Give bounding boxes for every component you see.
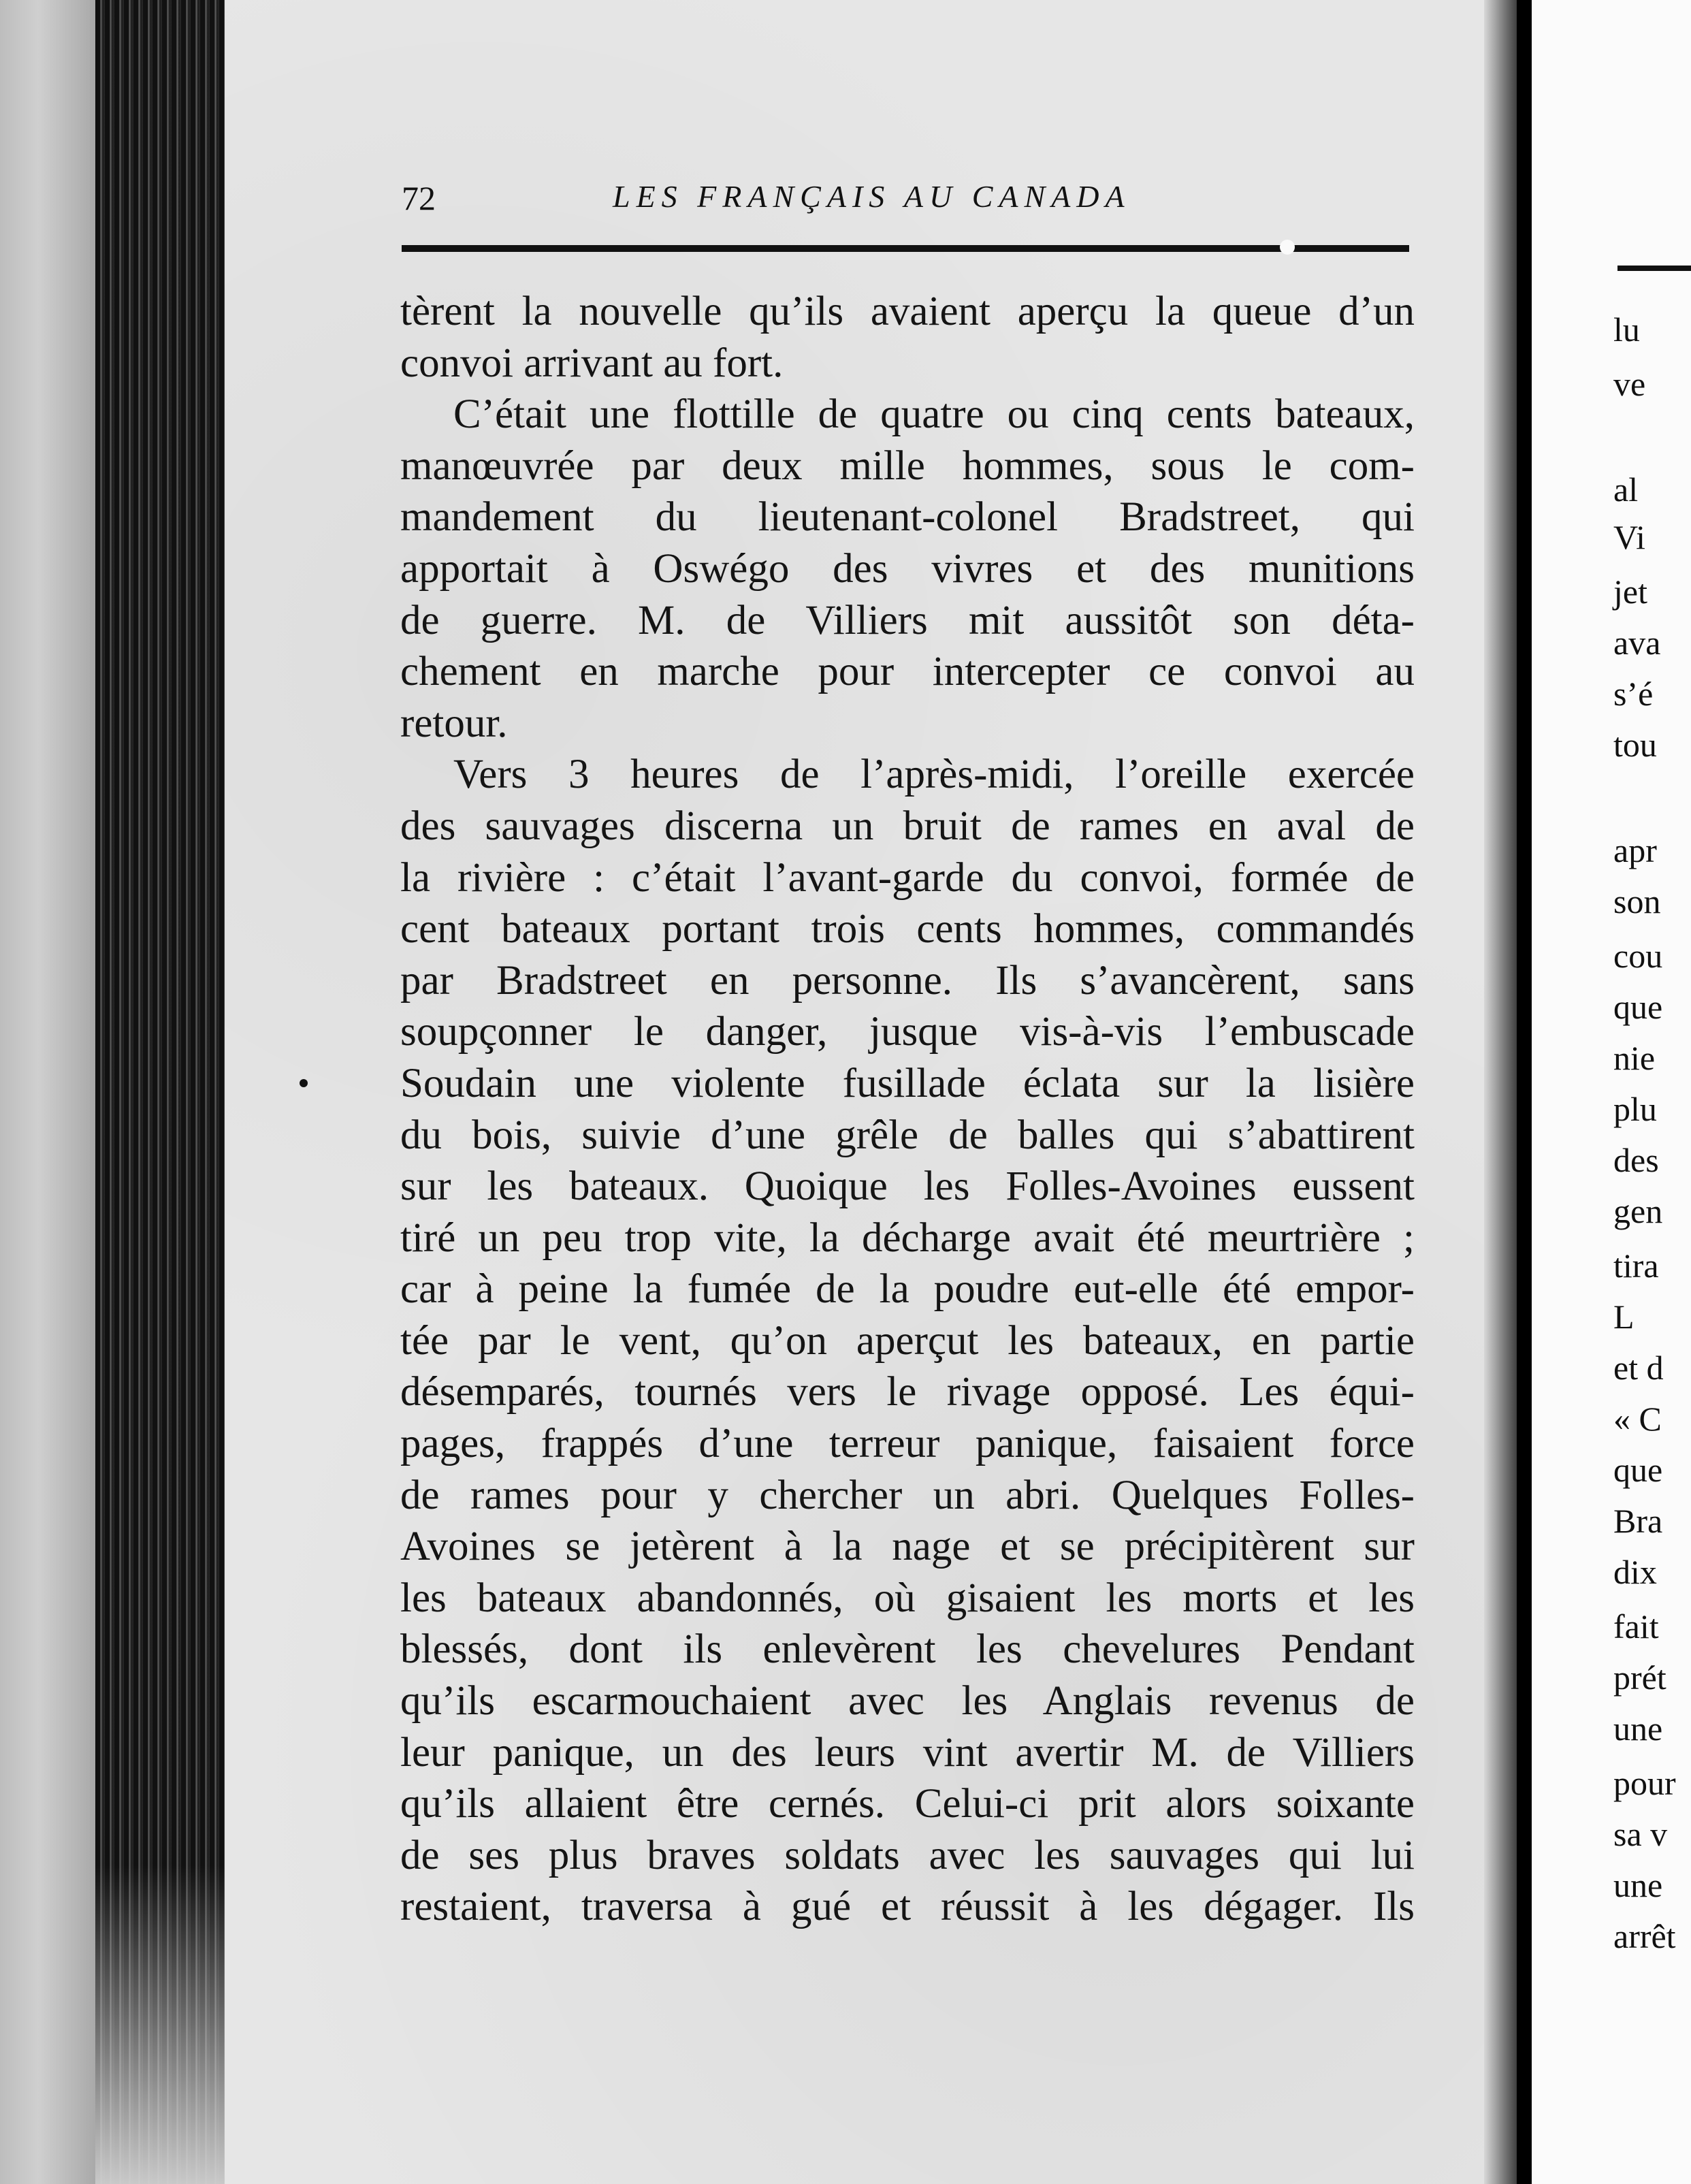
facing-page-fragment: ve — [1613, 365, 1646, 403]
facing-page-fragment: pour — [1613, 1764, 1676, 1802]
gutter-shadow — [1517, 0, 1532, 2184]
facing-page-fragment: apr — [1613, 831, 1657, 869]
facing-page-rule — [1617, 266, 1691, 271]
page-number: 72 — [402, 179, 436, 217]
text-line: sur les bateaux. Quoique les Folles-Avoines eussent — [400, 1163, 1415, 1210]
facing-page-fragment: une — [1613, 1709, 1663, 1748]
running-title: LES FRANÇAIS AU CANADA — [613, 179, 1131, 214]
facing-page-fragment: plu — [1613, 1090, 1657, 1128]
text-line: de rames pour y chercher un abri. Quelques Folles- — [400, 1472, 1415, 1518]
text-line: C’était une flottille de quatre ou cinq cents bateaux, — [453, 391, 1415, 438]
facing-page-fragment: tira — [1613, 1247, 1659, 1285]
facing-page-fragment: lu — [1613, 310, 1640, 349]
text-line: la rivière : c’était l’avant-garde du convoi, formée de — [400, 854, 1415, 901]
facing-page-fragment: que — [1613, 988, 1663, 1026]
facing-page-fragment: que — [1613, 1451, 1663, 1489]
body-text — [400, 286, 1415, 1933]
ink-speck — [300, 1079, 308, 1087]
book-spine — [0, 0, 95, 2184]
text-line: soupçonner le danger, jusque vis-à-vis l’embuscade — [400, 1009, 1415, 1055]
facing-page-fragment: « C — [1613, 1400, 1662, 1438]
facing-page-fragment: prét — [1613, 1658, 1666, 1697]
facing-page-fragment: son — [1613, 882, 1661, 920]
text-line: blessés, dont ils enlevèrent les chevelures Pendant — [400, 1626, 1415, 1673]
text-line: par Bradstreet en personne. Ils s’avancèrent, sans — [400, 957, 1415, 1003]
text-line: Avoines se jetèrent à la nage et se précipitèrent sur — [400, 1524, 1415, 1570]
facing-page-fragment: arrêt — [1613, 1917, 1676, 1955]
facing-page-fragment: L — [1613, 1298, 1634, 1336]
facing-page-fragment: jet — [1613, 573, 1647, 611]
header-rule — [402, 245, 1409, 252]
text-line: Soudain une violente fusillade éclata sur la lisière — [400, 1060, 1415, 1106]
text-line: tiré un peu trop vite, la décharge avait été meurtrière ; — [400, 1215, 1415, 1261]
page-edges — [95, 0, 225, 2184]
text-line: convoi arrivant au fort. — [400, 340, 784, 386]
text-line: retour. — [400, 700, 508, 746]
facing-page — [1532, 0, 1691, 2184]
text-line: cent bateaux portant trois cents hommes, commandés — [400, 906, 1415, 952]
text-line: Vers 3 heures de l’après-midi, l’oreille exercée — [453, 752, 1415, 798]
facing-page-fragment: tou — [1613, 726, 1657, 764]
text-line: qu’ils escarmouchaient avec les Anglais revenus de — [400, 1678, 1415, 1724]
text-line: de ses plus braves soldats avec les sauvages qui lui — [400, 1832, 1415, 1878]
facing-page-fragment: nie — [1613, 1039, 1656, 1077]
text-line: pages, frappés d’une terreur panique, faisaient force — [400, 1421, 1415, 1467]
facing-page-fragment: gen — [1613, 1192, 1663, 1230]
facing-page-fragment: fait — [1613, 1607, 1659, 1645]
text-line: restaient, traversa à gué et réussit à les dégager. Ils — [400, 1884, 1415, 1930]
text-line: leur panique, un des leurs vint avertir M. de Villiers — [400, 1729, 1415, 1776]
facing-page-fragment: cou — [1613, 937, 1663, 975]
facing-page-fragment: une — [1613, 1866, 1663, 1904]
facing-page-fragment: dix — [1613, 1553, 1657, 1591]
text-line: mandement du lieutenant-colonel Bradstreet, qui — [400, 494, 1415, 541]
text-line: manœuvrée par deux mille hommes, sous le com- — [400, 443, 1415, 489]
page-edges-fade — [95, 1865, 225, 2184]
text-line: tèrent la nouvelle qu’ils avaient aperçu la queue d’un — [400, 289, 1415, 334]
facing-page-fragment: et d — [1613, 1349, 1664, 1387]
facing-page-fragment: sa v — [1613, 1815, 1668, 1853]
page-header — [402, 178, 1409, 226]
text-line: de guerre. M. de Villiers mit aussitôt son déta- — [400, 597, 1415, 643]
text-line: les bateaux abandonnés, où gisaient les morts et les — [400, 1575, 1415, 1621]
facing-page-fragment: ava — [1613, 624, 1661, 662]
text-line: désemparés, tournés vers le rivage opposé. Les équi- — [400, 1369, 1415, 1415]
text-line: apportait à Oswégo des vivres et des munitions — [400, 545, 1415, 592]
text-line: chement en marche pour intercepter ce convoi au — [400, 649, 1415, 695]
text-line: qu’ils allaient être cernés. Celui-ci prit alors soixante — [400, 1781, 1415, 1827]
ink-speck — [1280, 240, 1295, 255]
text-line: car à peine la fumée de la poudre eut-elle été empor- — [400, 1266, 1415, 1313]
facing-page-fragment: al — [1613, 470, 1639, 509]
facing-page-fragment: des — [1613, 1141, 1659, 1179]
text-line: du bois, suivie d’une grêle de balles qui s’abattirent — [400, 1112, 1415, 1158]
facing-page-fragment: Vi — [1613, 518, 1645, 556]
facing-page-fragment: s’é — [1613, 675, 1654, 713]
facing-page-fragment: Bra — [1613, 1502, 1663, 1540]
text-line: des sauvages discerna un bruit de rames en aval de — [400, 803, 1415, 849]
text-line: tée par le vent, qu’on aperçut les bateaux, en partie — [400, 1317, 1415, 1364]
